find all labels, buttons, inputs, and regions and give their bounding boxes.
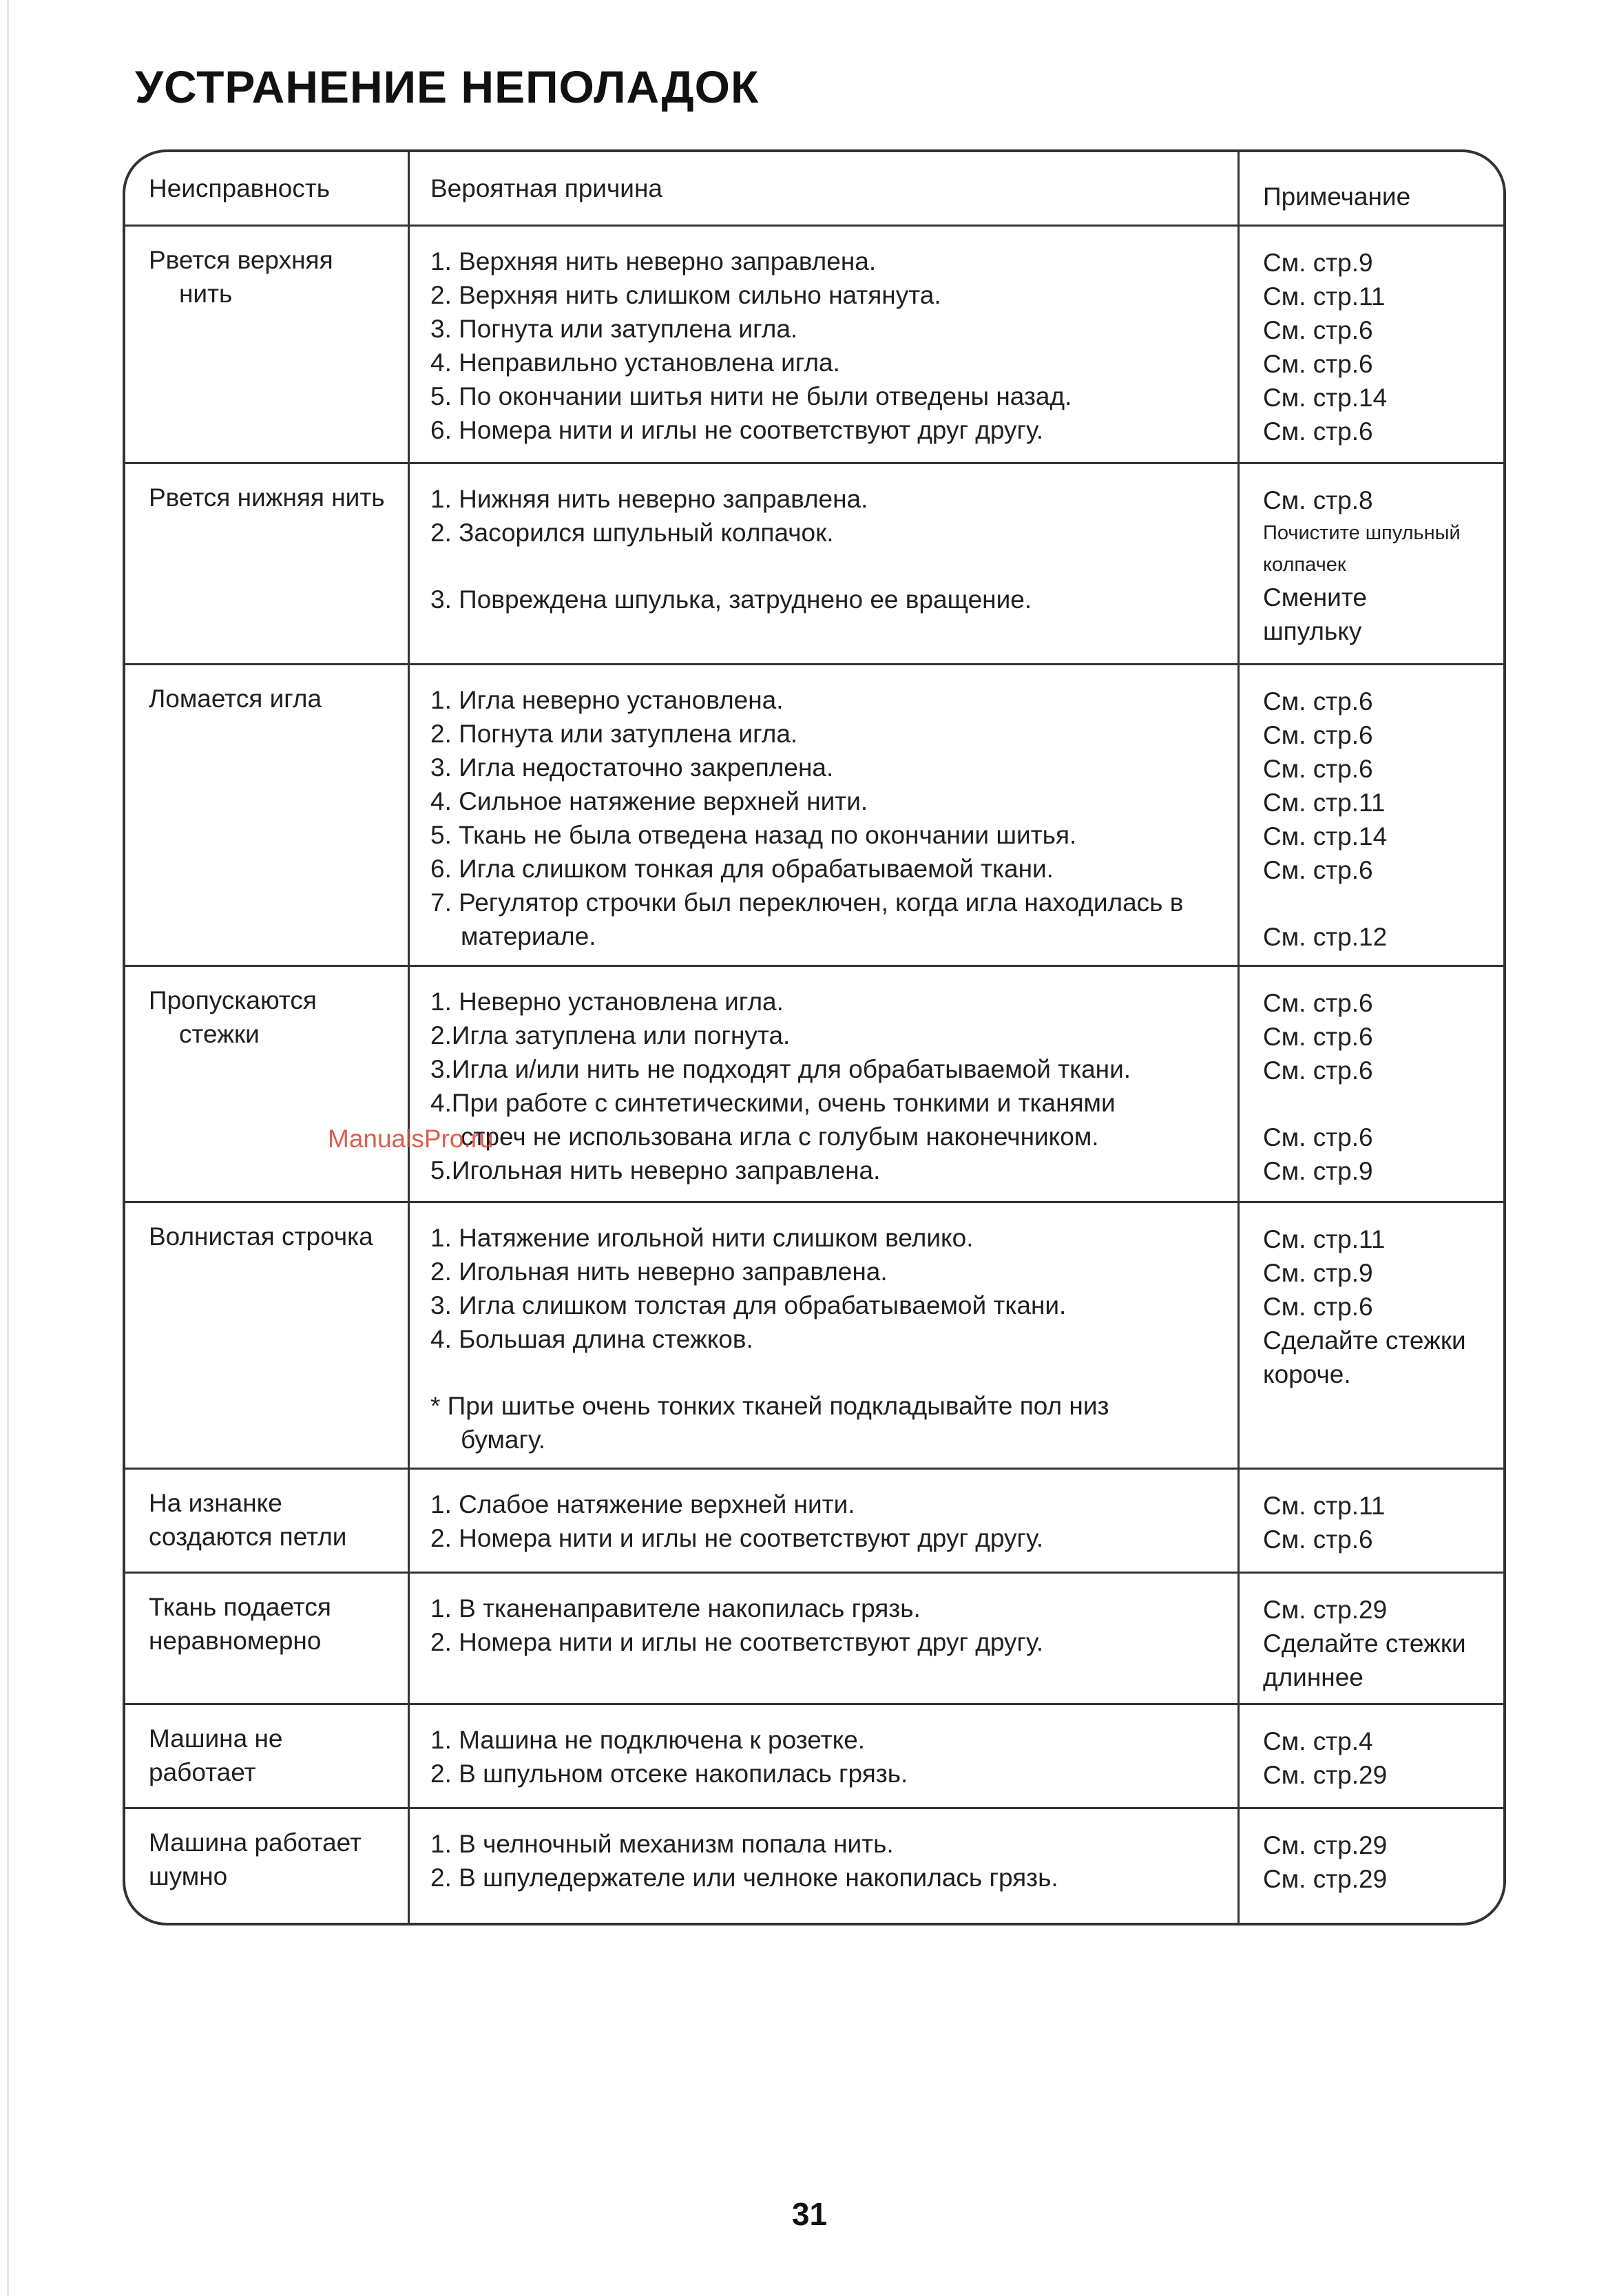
cause-item: 3.Игла и/или нить не подходят для обрабатываемой ткани. — [430, 1055, 1131, 1083]
cause-item: 3. Игла слишком толстая для обрабатываемой ткани. — [430, 1291, 1067, 1319]
note-item: См. стр.6 — [1263, 1023, 1373, 1051]
note-item: См. стр.11 — [1263, 789, 1386, 817]
note-item: См. стр.29 — [1263, 1831, 1388, 1859]
note-item: длиннее — [1263, 1663, 1364, 1691]
note-item: шпульку — [1263, 617, 1362, 645]
note-item: См. стр.9 — [1263, 1157, 1373, 1185]
header-note: Примечание — [1263, 182, 1411, 211]
table-row — [125, 1572, 1503, 1703]
cause-item: 2. Погнута или затуплена игла. — [430, 720, 798, 748]
cause-item: 4.При работе с синтетическими, очень тонкими и тканями — [430, 1089, 1116, 1117]
problem-text: Ткань подается — [149, 1593, 331, 1621]
note-item: См. стр.8 — [1263, 486, 1373, 514]
note-item: См. стр.11 — [1263, 282, 1386, 311]
problem-text: создаются петли — [149, 1523, 347, 1551]
table-row — [125, 1468, 1503, 1572]
note-item: См. стр.6 — [1263, 989, 1373, 1017]
note-item: См. стр.12 — [1263, 923, 1388, 951]
note-cell — [1240, 665, 1503, 965]
cause-cell — [410, 967, 1240, 1201]
note-item: См. стр.11 — [1263, 1225, 1386, 1253]
cause-item: 3. Игла недостаточно закреплена. — [430, 753, 834, 782]
note-item: Сделайте стежки — [1263, 1326, 1466, 1355]
cause-item: 1. Натяжение игольной нити слишком велико. — [430, 1224, 974, 1252]
note-cell — [1240, 227, 1503, 462]
note-item: См. стр.4 — [1263, 1727, 1373, 1755]
cause-item: 5.Игольная нить неверно заправлена. — [430, 1156, 881, 1184]
note-item: См. стр.6 — [1263, 687, 1373, 716]
table-row — [125, 663, 1503, 965]
cause-item: 1. Неверно установлена игла. — [430, 988, 784, 1016]
cause-item: 6. Игла слишком тонкая для обрабатываемой ткани. — [430, 855, 1054, 883]
cause-cell — [410, 665, 1240, 965]
table-header-row — [125, 152, 1503, 225]
problem-cell — [125, 1470, 410, 1572]
problem-text: стежки — [179, 1020, 260, 1048]
cause-item: 1. Нижняя нить неверно заправлена. — [430, 485, 868, 513]
table-row — [125, 1703, 1503, 1807]
header-problem: Неисправность — [125, 152, 410, 225]
note-item: См. стр.11 — [1263, 1492, 1386, 1520]
problem-cell — [125, 464, 410, 663]
cause-item: 2. Номера нити и иглы не соответствуют друг другу. — [430, 1628, 1044, 1656]
cause-item: 4. Большая длина стежков. — [430, 1325, 753, 1353]
problem-cell — [125, 1574, 410, 1703]
table-row — [125, 965, 1503, 1201]
note-item: См. стр.29 — [1263, 1761, 1388, 1789]
cause-item: 1. Слабое натяжение верхней нити. — [430, 1490, 855, 1519]
page-title: УСТРАНЕНИЕ НЕПОЛАДОК — [135, 61, 760, 112]
cause-item: 4. Сильное натяжение верхней нити. — [430, 787, 868, 815]
cause-footnote: * При шитье очень тонких тканей подкладывайте пол низ — [430, 1392, 1109, 1420]
cause-item: 1. В челночный механизм попала нить. — [430, 1830, 894, 1858]
cause-item: 2. В шпуледержателе или челноке накопилась грязь. — [430, 1864, 1058, 1892]
problem-text: шумно — [149, 1862, 228, 1890]
cause-item: 7. Регулятор строчки был переключен, когда игла находилась в — [430, 888, 1184, 917]
note-item: См. стр.14 — [1263, 384, 1388, 412]
note-item: См. стр.6 — [1263, 1123, 1373, 1151]
note-cell — [1240, 1705, 1503, 1807]
note-item: короче. — [1263, 1360, 1351, 1388]
table-row — [125, 1201, 1503, 1468]
problem-text: Ломается игла — [149, 685, 322, 713]
cause-item-continued: стреч не использована игла с голубым наконечником. — [461, 1123, 1099, 1151]
cause-item: 3. Погнута или затуплена игла. — [430, 315, 798, 343]
cause-item: 1. Игла неверно установлена. — [430, 686, 784, 714]
cause-item: 2. Номера нити и иглы не соответствуют друг другу. — [430, 1524, 1044, 1552]
cause-item-continued: материале. — [461, 922, 596, 950]
note-item: См. стр.6 — [1263, 417, 1373, 446]
table-row — [125, 462, 1503, 663]
cause-item: 2. Игольная нить неверно заправлена. — [430, 1257, 888, 1286]
cause-item: 3. Повреждена шпулька, затруднено ее вращение. — [430, 585, 1032, 614]
cause-item: 2. Засорился шпульный колпачок. — [430, 519, 834, 547]
note-item: См. стр.6 — [1263, 856, 1373, 884]
page-number: 31 — [791, 2196, 828, 2232]
problem-text: Пропускаются — [149, 986, 317, 1014]
note-item: Почистите шпульный — [1263, 522, 1461, 544]
cause-cell — [410, 1809, 1240, 1923]
note-item: См. стр.6 — [1263, 755, 1373, 783]
cause-cell — [410, 464, 1240, 663]
note-item: См. стр.6 — [1263, 316, 1373, 344]
problem-cell — [125, 1809, 410, 1923]
note-cell — [1240, 1574, 1503, 1703]
problem-text: Рвется нижняя нить — [149, 483, 385, 512]
problem-text: На изнанке — [149, 1489, 282, 1517]
problem-cell — [125, 227, 410, 462]
cause-item: 2.Игла затуплена или погнута. — [430, 1021, 791, 1050]
cause-cell — [410, 1470, 1240, 1572]
cause-cell — [410, 1705, 1240, 1807]
note-cell — [1240, 1809, 1503, 1923]
problem-cell — [125, 1203, 410, 1468]
spacer — [430, 550, 1231, 583]
cause-item: 6. Номера нити и иглы не соответствуют друг другу. — [430, 416, 1044, 444]
note-item: См. стр.14 — [1263, 822, 1388, 850]
header-cause: Вероятная причина — [410, 152, 1240, 225]
problem-text: Машина не — [149, 1724, 283, 1753]
cause-item: 5. Ткань не была отведена назад по окончании шитья. — [430, 821, 1077, 849]
cause-item: 1. В тканенаправителе накопилась грязь. — [430, 1594, 921, 1622]
scan-edge — [7, 0, 9, 2296]
spacer — [430, 1356, 1231, 1389]
note-item: См. стр.9 — [1263, 1259, 1373, 1287]
spacer — [1263, 887, 1496, 920]
table-row — [125, 225, 1503, 462]
note-cell — [1240, 1203, 1503, 1468]
note-item: Сделайте стежки — [1263, 1629, 1466, 1658]
cause-footnote-continued: бумагу. — [461, 1426, 546, 1454]
cause-item: 5. По окончании шитья нити не были отведены назад. — [430, 382, 1072, 410]
note-item: См. стр.6 — [1263, 1056, 1373, 1085]
spacer — [1263, 1087, 1496, 1120]
cause-item: 4. Неправильно установлена игла. — [430, 348, 840, 377]
note-item: См. стр.6 — [1263, 350, 1373, 378]
cause-cell — [410, 1203, 1240, 1468]
problem-text: работает — [149, 1758, 256, 1786]
table-row — [125, 1807, 1503, 1923]
cause-item: 2. Верхняя нить слишком сильно натянута. — [430, 281, 941, 309]
cause-item: 1. Верхняя нить неверно заправлена. — [430, 247, 877, 275]
problem-text: Машина работает — [149, 1828, 362, 1857]
problem-text: неравномерно — [149, 1627, 322, 1655]
note-cell — [1240, 464, 1503, 663]
note-item: См. стр.6 — [1263, 1293, 1373, 1321]
cause-item: 1. Машина не подключена к розетке. — [430, 1726, 866, 1754]
cause-item: 2. В шпульном отсеке накопилась грязь. — [430, 1760, 908, 1788]
problem-cell — [125, 1705, 410, 1807]
note-item: См. стр.29 — [1263, 1865, 1388, 1893]
problem-text: нить — [179, 280, 233, 308]
note-cell — [1240, 967, 1503, 1201]
problem-cell — [125, 967, 410, 1201]
note-cell — [1240, 1470, 1503, 1572]
problem-cell — [125, 665, 410, 965]
cause-cell — [410, 1574, 1240, 1703]
note-item: См. стр.9 — [1263, 249, 1373, 277]
note-item: См. стр.6 — [1263, 721, 1373, 749]
note-item: См. стр.29 — [1263, 1596, 1388, 1624]
note-item: См. стр.6 — [1263, 1525, 1373, 1554]
note-item: колпачек — [1263, 554, 1346, 576]
cause-cell — [410, 227, 1240, 462]
problem-text: Волнистая строчка — [149, 1222, 373, 1251]
troubleshooting-table — [123, 149, 1506, 1925]
problem-text: Рвется верхняя — [149, 246, 333, 274]
note-item: Смените — [1263, 583, 1367, 612]
watermark-text: ManualsPro.ru — [328, 1125, 494, 1153]
